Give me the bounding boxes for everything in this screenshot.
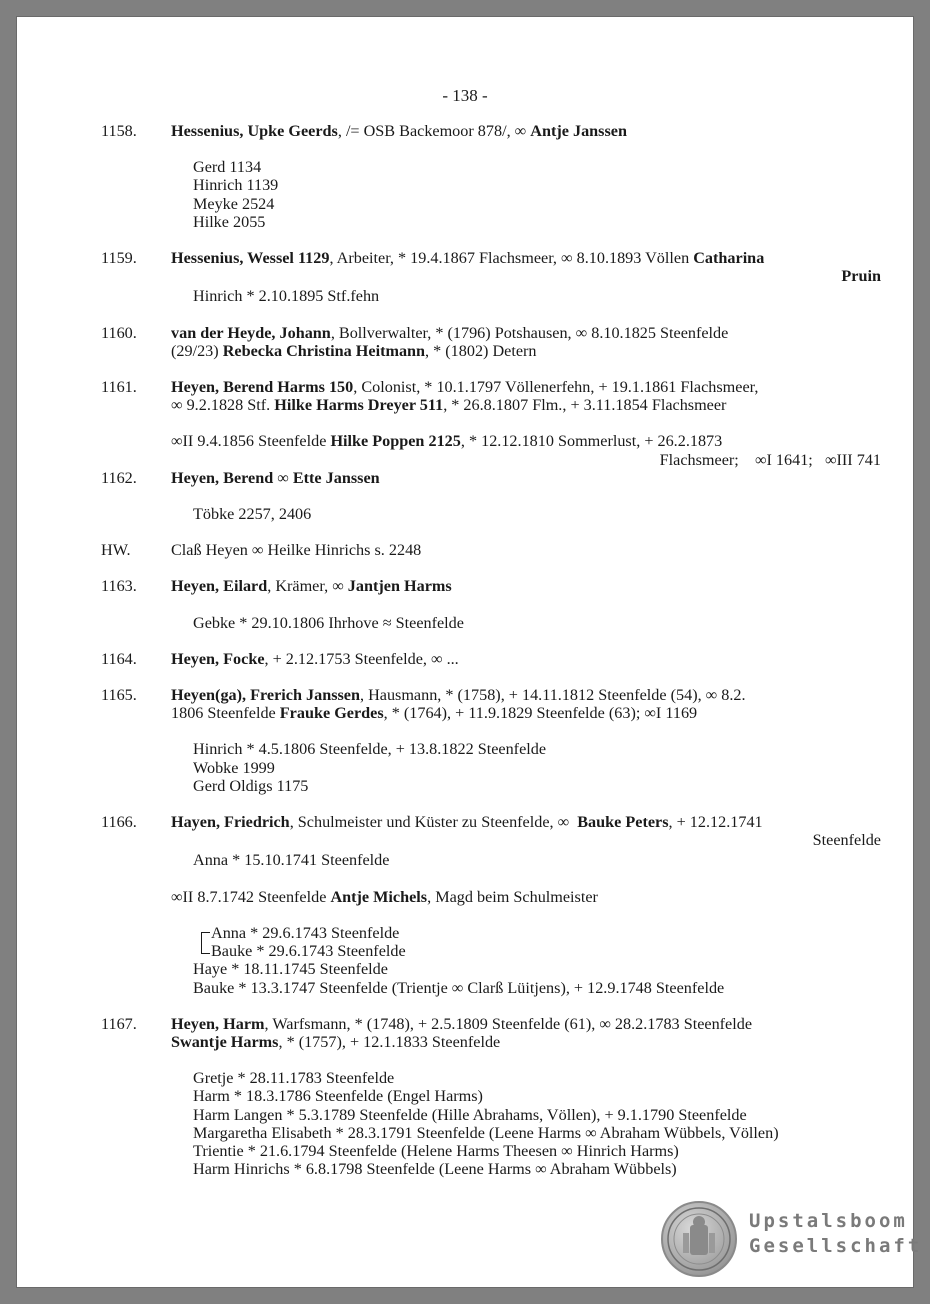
entry-header-cont: ∞ 9.2.1828 Stf. Hilke Harms Dreyer 511, * 26.8.1807 Flm., + 3.11.1854 Flachsmeer xyxy=(171,396,727,415)
entry-header: Heyen, Berend ∞ Ette Janssen xyxy=(171,468,380,487)
child: Margaretha Elisabeth * 28.3.1791 Steenfelde (Leene Harms ∞ Abraham Wübbels, Völlen) xyxy=(193,1123,779,1142)
entry-number: 1159. xyxy=(101,249,137,268)
children-list xyxy=(171,740,881,795)
children-list xyxy=(171,851,881,869)
entry-header-cont: Swantje Harms, * (1757), + 12.1.1833 Steenfelde xyxy=(171,1032,501,1051)
child: Harm * 18.3.1786 Steenfelde (Engel Harms) xyxy=(193,1087,483,1106)
children-list xyxy=(171,614,881,632)
spouse-name: Ette Janssen xyxy=(292,468,380,487)
entry-header-cont: (29/23) Rebecka Christina Heitmann, * (1802) Detern xyxy=(171,341,537,360)
entry-1159 xyxy=(101,249,881,306)
entry-list xyxy=(101,122,881,1196)
person-name: Heyen(ga), Frerich Janssen xyxy=(171,686,360,705)
entry-1163 xyxy=(101,577,881,631)
entry-number: 1158. xyxy=(101,122,137,140)
entry-1166 xyxy=(101,813,881,997)
entry-number: 1161. xyxy=(101,378,137,397)
entry-header: Heyen, Harm, Warfsmann, * (1748), + 2.5.1809 Steenfelde (61), ∞ 28.2.1783 Steenfelde xyxy=(171,1014,753,1033)
person-name: van der Heyde, Johann xyxy=(171,323,331,342)
entry-number: 1167. xyxy=(101,1014,137,1033)
child: Bauke * 29.6.1743 Steenfelde xyxy=(211,942,406,961)
person-name: Hessenius, Wessel 1129 xyxy=(171,249,330,268)
child: Harm Langen * 5.3.1789 Steenfelde (Hille Abrahams, Völlen), + 9.1.1790 Steenfelde xyxy=(193,1105,747,1124)
entry-hw xyxy=(101,541,881,559)
spouse-name: Catharina xyxy=(693,249,765,268)
children-list xyxy=(171,287,881,305)
entry-number: 1162. xyxy=(101,468,137,487)
entry-header: Hayen, Friedrich, Schulmeister und Küster zu Steenfelde, ∞ Bauke Peters, + 12.12.1741 xyxy=(171,813,763,832)
person-name: Hessenius, Upke Geerds xyxy=(171,122,338,140)
spouse-name: Jantjen Harms xyxy=(347,577,452,596)
entry-header: Heyen, Focke, + 2.12.1753 Steenfelde, ∞ ... xyxy=(171,649,459,668)
society-logo xyxy=(661,1201,923,1277)
spouse-name-cont: Pruin xyxy=(841,267,881,286)
person-name: Hayen, Friedrich xyxy=(171,813,290,832)
child: Hinrich 1139 xyxy=(193,176,279,195)
second-marriage-cont: Flachsmeer; ∞I 1641; ∞III 741 xyxy=(659,450,881,469)
entry-number: 1160. xyxy=(101,323,137,342)
entry-header: van der Heyde, Johann, Bollverwalter, * (1796) Potshausen, ∞ 8.10.1825 Steenfelde xyxy=(171,323,729,342)
child: Harm Hinrichs * 6.8.1798 Steenfelde (Leene Harms ∞ Abraham Wübbels) xyxy=(193,1160,677,1179)
seal-icon xyxy=(661,1201,737,1277)
children-list xyxy=(171,158,881,231)
entry-1161 xyxy=(101,378,881,469)
entry-1167 xyxy=(101,1015,881,1179)
entry-1160 xyxy=(101,324,881,360)
entry-1165 xyxy=(101,686,881,795)
spouse-name: Swantje Harms xyxy=(171,1032,279,1051)
document-page xyxy=(16,16,923,1288)
person-name: Heyen, Eilard xyxy=(171,577,268,596)
child: Anna * 15.10.1741 Steenfelde xyxy=(193,851,390,870)
page-number: - 138 - xyxy=(442,86,488,105)
entry-header: Hessenius, Wessel 1129, Arbeiter, * 19.4.1867 Flachsmeer, ∞ 8.10.1893 Völlen Catharina xyxy=(171,249,765,268)
person-name: Heyen, Harm xyxy=(171,1014,265,1033)
entry-header: Heyen, Eilard, Krämer, ∞ Jantjen Harms xyxy=(171,577,452,596)
child: Wobke 1999 xyxy=(193,758,275,777)
child: Trientie * 21.6.1794 Steenfelde (Helene Harms Theesen ∞ Hinrich Harms) xyxy=(193,1141,679,1160)
entry-number: 1166. xyxy=(101,813,137,832)
entry-1164 xyxy=(101,650,881,668)
person-name: Heyen, Berend xyxy=(171,468,274,487)
spouse-name: Hilke Poppen 2125 xyxy=(330,432,461,451)
child: Hinrich * 4.5.1806 Steenfelde, + 13.8.1822 Steenfelde xyxy=(193,740,547,759)
spouse-name: Rebecka Christina Heitmann xyxy=(222,341,426,360)
child: Töbke 2257, 2406 xyxy=(193,505,312,524)
entry-number: 1164. xyxy=(101,649,137,668)
entry-header: Claß Heyen ∞ Heilke Hinrichs s. 2248 xyxy=(171,541,422,560)
entry-1162 xyxy=(101,469,881,523)
spouse-name: Bauke Peters xyxy=(577,813,669,832)
person-name: Heyen, Focke xyxy=(171,649,265,668)
child: Anna * 29.6.1743 Steenfelde xyxy=(211,923,400,942)
entry-header-cont: 1806 Steenfelde Frauke Gerdes, * (1764), + 11.9.1829 Steenfelde (63); ∞I 1169 xyxy=(171,704,698,723)
twins-group xyxy=(193,924,881,960)
child: Haye * 18.11.1745 Steenfelde xyxy=(193,960,388,979)
twin-bracket xyxy=(201,932,210,954)
entry-header: Heyen(ga), Frerich Janssen, Hausmann, * (1758), + 14.11.1812 Steenfelde (54), ∞ 8.2. xyxy=(171,686,746,705)
children-list-2 xyxy=(171,924,881,997)
child: Hinrich * 2.10.1895 Stf.fehn xyxy=(193,287,380,306)
entry-number: 1165. xyxy=(101,686,137,705)
child: Gerd 1134 xyxy=(193,158,262,177)
child: Bauke * 13.3.1747 Steenfelde (Trientje ∞ Clarß Lüitjens), + 12.9.1748 Steenfelde xyxy=(193,978,725,997)
child: Gebke * 29.10.1806 Ihrhove ≈ Steenfelde xyxy=(193,613,464,632)
entry-number: HW. xyxy=(101,541,131,560)
entry-header: Hessenius, Upke Geerds, /= OSB Backemoor 878/, ∞ Antje Janssen xyxy=(171,122,627,140)
child: Hilke 2055 xyxy=(193,212,266,231)
child: Gerd Oldigs 1175 xyxy=(193,776,309,795)
spouse-name: Antje Michels xyxy=(330,887,428,906)
child: Gretje * 28.11.1783 Steenfelde xyxy=(193,1069,395,1088)
spouse-name: Frauke Gerdes xyxy=(279,704,384,723)
second-marriage: ∞II 8.7.1742 Steenfelde Antje Michels, Magd beim Schulmeister xyxy=(171,887,598,906)
entry-header-cont: Steenfelde xyxy=(812,831,881,850)
spouse-name: Hilke Harms Dreyer 511 xyxy=(274,396,444,415)
spouse-name: Antje Janssen xyxy=(530,122,627,140)
entry-number: 1163. xyxy=(101,577,137,596)
entry-1158 xyxy=(101,122,881,231)
child: Meyke 2524 xyxy=(193,194,275,213)
logo-text: Upstalsboom Gesellschaft xyxy=(749,1210,923,1257)
children-list xyxy=(171,505,881,523)
person-name: Heyen, Berend Harms 150 xyxy=(171,378,354,397)
children-list xyxy=(171,1069,881,1178)
second-marriage: ∞II 9.4.1856 Steenfelde Hilke Poppen 2125, * 12.12.1810 Sommerlust, + 26.2.1873 Flachsmeer; ∞I 1641; ∞III 741 xyxy=(171,432,881,469)
entry-header: Heyen, Berend Harms 150, Colonist, * 10.1.1797 Völlenerfehn, + 19.1.1861 Flachsmeer, xyxy=(171,378,759,397)
